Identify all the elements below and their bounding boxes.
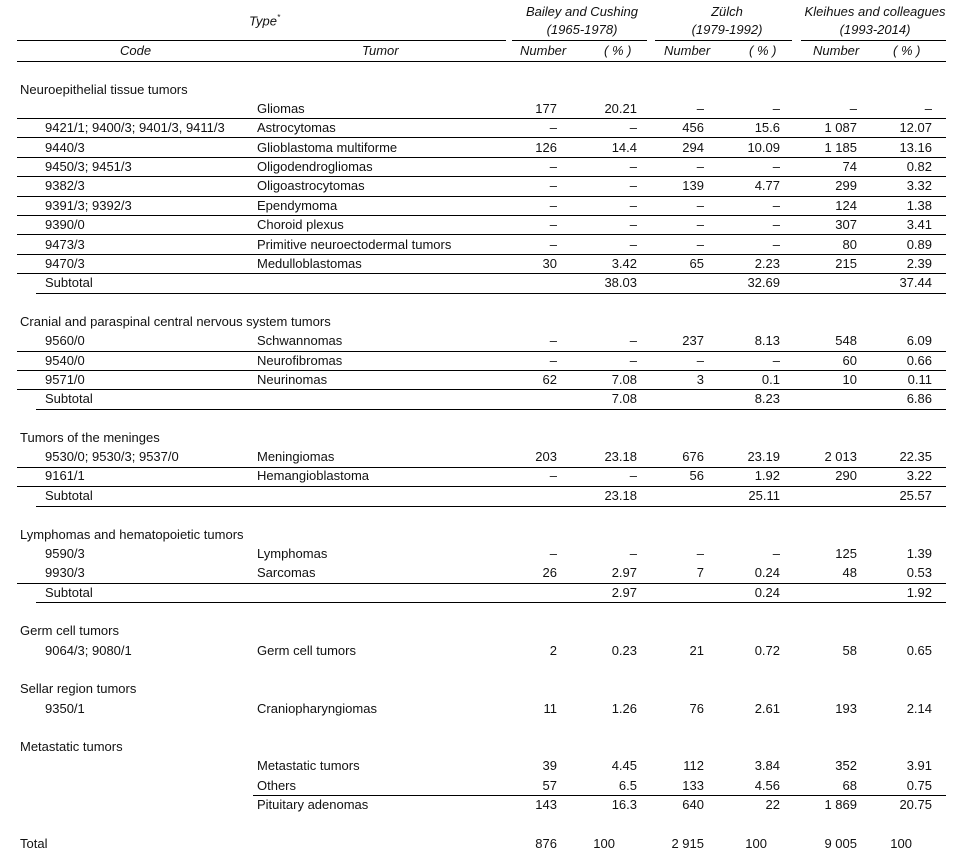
percent-cell: 10.09 [747,140,780,155]
code-cell: 9530/0; 9530/3; 9537/0 [45,449,179,464]
section-heading: Sellar region tumors [20,681,137,696]
percent-cell: 4.56 [754,778,780,793]
number-cell: – [549,217,557,232]
code-cell: 9064/3; 9080/1 [45,643,132,658]
percent-cell: 12.07 [899,120,932,135]
subtotal-percent-cell: 0.24 [754,585,780,600]
subtotal-percent-cell: 7.08 [611,391,637,406]
code-cell: 9571/0 [45,372,85,387]
percent-cell: 2.97 [611,565,637,580]
row-divider [17,157,946,158]
percent-cell: – [924,101,932,116]
percent-cell: 20.21 [604,101,637,116]
tumor-cell: Metastatic tumors [257,758,360,773]
number-cell: 1 185 [824,140,857,155]
percent-cell: 0.75 [906,778,932,793]
code-cell: 9382/3 [45,178,85,193]
number-cell: 1 869 [824,797,857,812]
tumor-cell: Neurinomas [257,372,328,387]
percent-cell: 0.65 [906,643,932,658]
number-cell: – [549,178,557,193]
number-cell: – [549,546,557,561]
number-cell: – [549,159,557,174]
subtotal-percent-cell: 25.11 [748,488,780,503]
section-heading: Germ cell tumors [20,623,119,638]
percent-cell: – [772,101,780,116]
number-cell: 112 [683,758,704,773]
percent-cell: 23.18 [604,449,637,464]
number-cell: 548 [835,333,857,348]
tumor-cell: Medulloblastomas [257,256,362,271]
percent-cell: 23.19 [747,449,780,464]
section-heading: Neuroepithelial tissue tumors [20,82,188,97]
number-cell: – [549,353,557,368]
code-cell: 9473/3 [45,237,85,252]
number-cell: 237 [682,333,704,348]
code-cell: 9930/3 [45,565,85,580]
percent-cell: 0.53 [906,565,932,580]
header-rule-kleihues [801,40,946,41]
number-cell: 215 [835,256,857,271]
percent-cell: 6.5 [618,778,637,793]
subtotal-percent-cell: 25.57 [899,488,932,503]
percent-cell: 3.41 [906,217,932,232]
number-cell: – [696,159,704,174]
number-cell: – [849,101,857,116]
number-cell: 68 [842,778,857,793]
number-cell: 2 013 [824,449,857,464]
percent-cell: 3.22 [906,468,932,483]
number-cell: 76 [689,701,704,716]
number-cell: 39 [542,758,557,773]
total-number-cell: 876 [535,836,557,851]
tumor-cell: Choroid plexus [257,217,344,232]
number-cell: – [696,237,704,252]
percent-cell: 1.39 [906,546,932,561]
group-header-kleihues: Kleihues and colleagues (1993-2014) [804,4,946,37]
tumor-cell: Glioblastoma multiforme [257,140,398,155]
code-cell: 9421/1; 9400/3; 9401/3, 9411/3 [45,120,225,135]
percent-cell: 1.92 [754,468,780,483]
percent-cell: 20.75 [899,797,932,812]
header-rule-left [17,40,506,41]
number-cell: 456 [682,120,704,135]
subtotal-label: Subtotal [45,585,93,600]
percent-cell: – [629,468,637,483]
tumor-cell: Hemangioblastoma [257,468,370,483]
number-cell: 21 [689,643,704,658]
percent-cell: 0.72 [754,643,780,658]
percent-cell: 1.26 [611,701,637,716]
tumor-cell: Others [257,778,297,793]
number-cell: 126 [535,140,557,155]
row-divider [17,176,946,177]
total-percent-cell: 100 [890,836,912,851]
subtotal-label: Subtotal [45,488,93,503]
total-percent-cell: 100 [745,836,767,851]
percent-cell: 0.11 [907,372,932,387]
type-header: Type* [249,13,281,29]
percent-cell: – [629,237,637,252]
code-cell: 9470/3 [45,256,85,271]
percent-cell: 2.23 [754,256,780,271]
column-header-percent: ( % ) [893,43,921,58]
row-divider [17,196,946,197]
row-divider [17,234,946,235]
percent-cell: – [772,237,780,252]
percent-cell: 0.24 [754,565,780,580]
percent-cell: 0.1 [761,372,780,387]
percent-cell: – [772,546,780,561]
tumor-cell: Oligodendrogliomas [257,159,373,174]
number-cell: 11 [543,701,557,716]
subtotal-percent-cell: 37.44 [899,275,932,290]
number-cell: 56 [689,468,704,483]
number-cell: 10 [842,372,857,387]
tumor-cell: Astrocytomas [257,120,336,135]
number-cell: 26 [542,565,557,580]
tumor-cell: Sarcomas [257,565,316,580]
tumor-cell: Craniopharyngiomas [257,701,377,716]
percent-cell: – [629,198,637,213]
percent-cell: 14.4 [611,140,637,155]
code-cell: 9350/1 [45,701,85,716]
number-cell: 125 [835,546,857,561]
percent-cell: – [629,178,637,193]
code-cell: 9450/3; 9451/3 [45,159,132,174]
percent-cell: 3.84 [754,758,780,773]
number-cell: 62 [542,372,557,387]
subtotal-percent-cell: 6.86 [906,391,932,406]
number-cell: 143 [535,797,557,812]
percent-cell: 2.39 [906,256,932,271]
percent-cell: 1.38 [906,198,932,213]
percent-cell: – [629,159,637,174]
tumor-cell: Primitive neuroectodermal tumors [257,237,452,252]
percent-cell: 2.14 [906,701,932,716]
column-header-percent: ( % ) [604,43,632,58]
group-header-bailey: Bailey and Cushing (1965-1978) [525,4,639,37]
number-cell: – [696,546,704,561]
number-cell: 177 [535,101,557,116]
number-cell: – [549,120,557,135]
row-divider [17,486,946,487]
number-cell: 139 [682,178,704,193]
subtotal-percent-cell: 8.23 [754,391,780,406]
code-cell: 9390/0 [45,217,85,232]
number-cell: 352 [835,758,857,773]
code-cell: 9560/0 [45,333,85,348]
code-cell: 9440/3 [45,140,85,155]
percent-cell: 16.3 [611,797,637,812]
number-cell: 294 [682,140,704,155]
row-divider [17,137,946,138]
number-cell: 124 [835,198,857,213]
percent-cell: 4.77 [754,178,780,193]
row-divider [17,351,946,352]
total-label: Total [20,836,48,851]
row-divider [17,583,946,584]
row-divider [36,293,946,294]
number-cell: 203 [535,449,557,464]
column-header-percent: ( % ) [749,43,777,58]
number-cell: – [549,333,557,348]
code-cell: 9391/3; 9392/3 [45,198,132,213]
percent-cell: – [772,217,780,232]
header-bottom-rule [17,61,946,62]
number-cell: 58 [842,643,857,658]
tumor-cell: Meningiomas [257,449,335,464]
row-divider [36,409,946,410]
percent-cell: 0.23 [611,643,637,658]
percent-cell: 0.66 [906,353,932,368]
number-cell: 299 [835,178,857,193]
row-divider [36,602,946,603]
row-divider [17,215,946,216]
number-cell: – [696,101,704,116]
tumor-cell: Lymphomas [257,546,328,561]
row-divider [253,795,946,796]
subtotal-percent-cell: 2.97 [611,585,637,600]
number-cell: 48 [842,565,857,580]
number-cell: 2 [549,643,557,658]
column-header-number: Number [664,43,711,58]
number-cell: 193 [835,701,857,716]
row-divider [17,370,946,371]
number-cell: 3 [696,372,704,387]
tumor-cell: Neurofibromas [257,353,343,368]
percent-cell: 2.61 [754,701,780,716]
number-cell: 640 [682,797,704,812]
section-heading: Tumors of the meninges [20,430,160,445]
percent-cell: – [629,120,637,135]
number-cell: 307 [835,217,857,232]
percent-cell: 3.32 [906,178,932,193]
number-cell: – [696,217,704,232]
column-header-tumor: Tumor [362,43,399,58]
percent-cell: 15.6 [754,120,780,135]
row-divider [17,389,946,390]
tumor-cell: Ependymoma [257,198,338,213]
header-rule-zulch [655,40,792,41]
percent-cell: – [772,198,780,213]
percent-cell: 6.09 [906,333,932,348]
number-cell: 676 [682,449,704,464]
percent-cell: – [629,353,637,368]
row-divider [17,467,946,468]
total-number-cell: 2 915 [671,836,704,851]
subtotal-percent-cell: 32.69 [747,275,780,290]
row-divider [36,506,946,507]
footnote-mark: * [276,13,281,22]
section-heading: Metastatic tumors [20,739,123,754]
number-cell: 80 [842,237,857,252]
number-cell: 133 [682,778,704,793]
number-cell: 290 [835,468,857,483]
tumor-cell: Oligoastrocytomas [257,178,365,193]
percent-cell: – [629,217,637,232]
percent-cell: 3.91 [906,758,932,773]
tumor-cell: Pituitary adenomas [257,797,369,812]
percent-cell: – [772,159,780,174]
percent-cell: 22 [765,797,780,812]
percent-cell: 4.45 [611,758,637,773]
percent-cell: 8.13 [754,333,780,348]
percent-cell: 3.42 [611,256,637,271]
column-header-code: Code [120,43,152,58]
percent-cell: 22.35 [899,449,932,464]
code-cell: 9590/3 [45,546,85,561]
number-cell: 30 [542,256,557,271]
row-divider [17,254,946,255]
percent-cell: 7.08 [611,372,637,387]
header-rule-bailey [512,40,647,41]
subtotal-percent-cell: 1.92 [906,585,932,600]
total-number-cell: 9 005 [824,836,857,851]
total-percent-cell: 100 [593,836,615,851]
group-header-zulch: Zülch (1979-1992) [691,4,763,37]
percent-cell: – [772,353,780,368]
percent-cell: – [629,546,637,561]
section-heading: Cranial and paraspinal central nervous system tumors [20,314,331,329]
number-cell: 7 [696,565,704,580]
subtotal-label: Subtotal [45,391,93,406]
tumor-cell: Schwannomas [257,333,343,348]
tumor-cell: Gliomas [257,101,305,116]
percent-cell: – [629,333,637,348]
number-cell: 60 [842,353,857,368]
percent-cell: 13.16 [899,140,932,155]
column-header-number: Number [520,43,567,58]
percent-cell: 0.82 [906,159,932,174]
number-cell: – [549,468,557,483]
row-divider [17,273,946,274]
tumor-cell: Germ cell tumors [257,643,356,658]
section-heading: Lymphomas and hematopoietic tumors [20,527,244,542]
row-divider [17,118,946,119]
number-cell: 65 [689,256,704,271]
percent-cell: 0.89 [906,237,932,252]
number-cell: – [696,198,704,213]
code-cell: 9540/0 [45,353,85,368]
column-header-number: Number [813,43,860,58]
number-cell: 1 087 [824,120,857,135]
number-cell: 57 [542,778,557,793]
subtotal-label: Subtotal [45,275,93,290]
subtotal-percent-cell: 23.18 [604,488,637,503]
number-cell: – [696,353,704,368]
number-cell: – [549,237,557,252]
code-cell: 9161/1 [45,468,85,483]
number-cell: 74 [842,159,857,174]
number-cell: – [549,198,557,213]
subtotal-percent-cell: 38.03 [604,275,637,290]
